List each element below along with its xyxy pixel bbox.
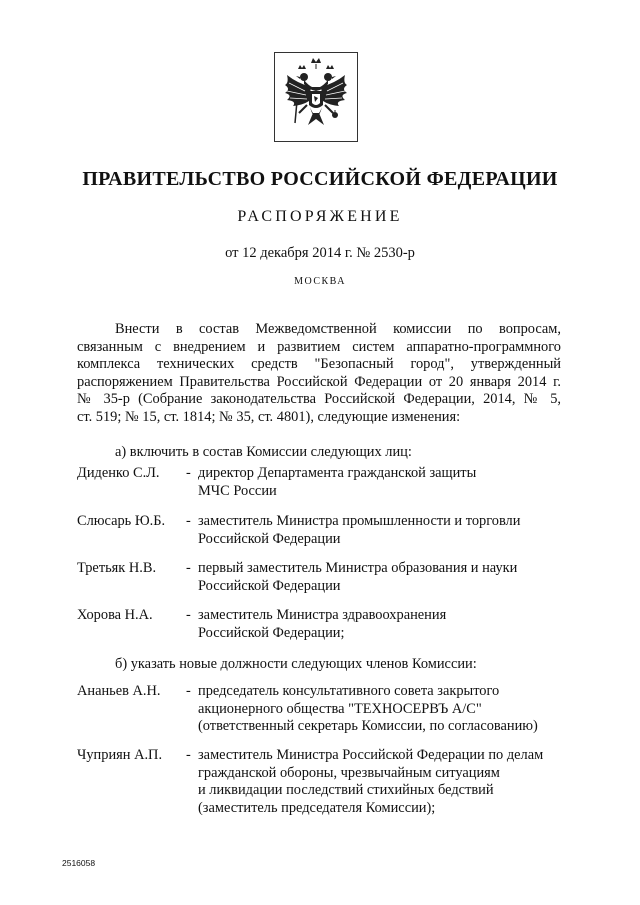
intro-line: связанным с внедрением и развитием систем аппаратно-программного: [77, 338, 561, 355]
position-line: директор Департамента гражданской защиты: [198, 465, 477, 481]
member-name: Диденко С.Л.: [77, 465, 160, 481]
intro-line: ст. 519; № 15, ст. 1814; № 35, ст. 4801), следующие изменения:: [77, 408, 461, 425]
member-name: Ананьев А.Н.: [77, 683, 161, 699]
member-position: [198, 465, 570, 500]
entry-dash: -: [186, 683, 191, 699]
coat-of-arms-emblem: [274, 52, 358, 142]
position-line: Российской Федерации: [198, 577, 341, 594]
position-line: и ликвидации последствий стихийных бедствий: [198, 782, 494, 799]
member-position: [198, 560, 570, 595]
document-city: МОСКВА: [294, 276, 346, 287]
entry-dash: -: [186, 513, 191, 529]
entry-dash: -: [186, 465, 191, 481]
entry-dash: -: [186, 560, 191, 576]
position-line: (ответственный секретарь Комиссии, по согласованию): [198, 718, 538, 735]
document-type: РАСПОРЯЖЕНИЕ: [237, 208, 403, 225]
member-name: Чуприян А.П.: [77, 747, 163, 763]
member-name: Третьяк Н.В.: [77, 560, 157, 576]
position-line: первый заместитель Министра образования и науки: [198, 560, 518, 576]
position-line: акционерного общества "ТЕХНОСЕРВЪ А/С": [198, 700, 482, 717]
document-code: 2516058: [62, 858, 96, 868]
intro-line: комплекса технических средств "Безопасный город", утвержденный: [77, 356, 561, 373]
intro-line: № 35-р (Собрание законодательства Российской Федерации, 2014, № 5,: [77, 391, 561, 408]
position-line: (заместитель председателя Комиссии);: [198, 799, 436, 816]
member-position: [198, 513, 570, 548]
position-line: заместитель Министра промышленности и торговли: [198, 513, 521, 529]
position-line: заместитель Министра Российской Федерации по делам: [198, 747, 544, 763]
entry-dash: -: [186, 747, 191, 763]
entry-dash: -: [186, 607, 191, 623]
member-position: [198, 683, 570, 736]
member-position: [198, 607, 570, 642]
document-date-number: от 12 декабря 2014 г. № 2530-р: [225, 245, 415, 261]
section-a-label: а) включить в состав Комиссии следующих лиц:: [115, 444, 412, 460]
member-name: Слюсарь Ю.Б.: [77, 513, 166, 529]
position-line: МЧС России: [198, 482, 277, 499]
government-title: ПРАВИТЕЛЬСТВО РОССИЙСКОЙ ФЕДЕРАЦИИ: [82, 168, 558, 190]
russian-coat-of-arms-icon: [275, 53, 357, 141]
member-name: Хорова Н.А.: [77, 607, 153, 623]
position-line: Российской Федерации: [198, 530, 341, 547]
position-line: гражданской обороны, чрезвычайным ситуациям: [198, 764, 500, 781]
intro-paragraph: [77, 321, 561, 427]
member-position: [198, 747, 570, 817]
position-line: заместитель Министра здравоохранения: [198, 607, 447, 623]
intro-line: Внести в состав Межведомственной комиссии по вопросам,: [115, 321, 561, 337]
section-b-label: б) указать новые должности следующих членов Комиссии:: [115, 656, 477, 672]
intro-line: распоряжением Правительства Российской Федерации от 20 января 2014 г.: [77, 373, 561, 390]
position-line: председатель консультативного совета закрытого: [198, 683, 500, 699]
position-line: Российской Федерации;: [198, 624, 345, 641]
